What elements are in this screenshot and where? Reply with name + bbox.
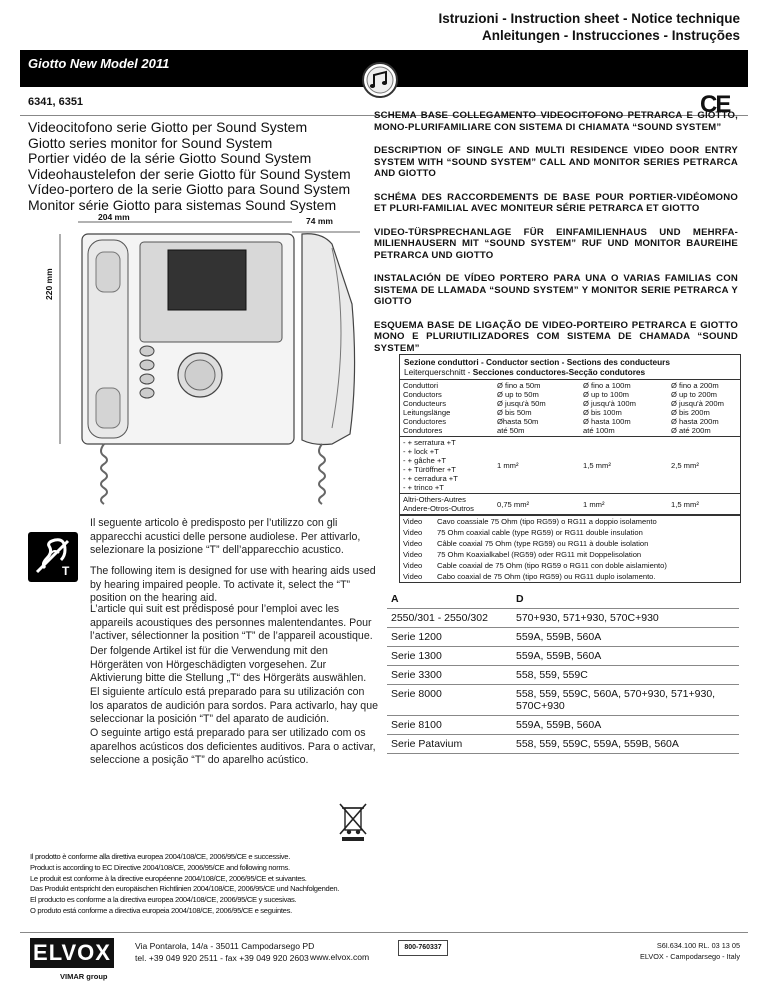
table-header-row — [387, 590, 739, 609]
height-dimension: 220 mm — [44, 268, 54, 300]
doc-type-header — [380, 10, 740, 44]
units-cell: 559A, 559B, 560A — [512, 628, 739, 647]
address-line: Via Pontarola, 14/a - 35011 Campodarsego PD — [135, 941, 315, 951]
c3: Ø fino a 200m — [671, 381, 719, 390]
c2: Ø fino a 100m — [583, 381, 631, 390]
c1: Ø up to 50m — [497, 390, 539, 399]
table-row — [387, 609, 739, 628]
video-line: Cable coaxial de 75 Ohm (tipo RG59 o RG11 con doble aislamiento) — [437, 561, 667, 570]
length-50-cell — [494, 380, 580, 437]
lock-200-cell: 2,5 mm² — [671, 460, 699, 470]
video-label: Video — [403, 572, 423, 581]
others-50-cell: 0,75 mm² — [497, 499, 530, 509]
c3: Ø até 200m — [671, 426, 711, 435]
conductor-table — [399, 354, 741, 583]
doc-type-line1: Istruzioni - Instruction sheet - Notice technique — [438, 11, 740, 26]
title-en: Giotto series monitor for Sound System — [28, 134, 273, 151]
phone-line: tel. +39 049 920 2511 - fax +39 049 920 2603 — [135, 953, 309, 963]
c1: até 50m — [497, 426, 525, 435]
company-address — [135, 940, 314, 964]
table-row — [387, 735, 739, 754]
video-label: Video — [403, 561, 423, 570]
conductor-subtitle-b: Secciones conductores-Secção condutores — [472, 367, 646, 377]
length-200-cell — [668, 380, 740, 437]
series-cell: Serie 3300 — [387, 666, 512, 685]
r2: - + trinco +T — [403, 483, 444, 492]
c0: Condutores — [403, 426, 443, 435]
units-cell: 559A, 559B, 560A — [512, 647, 739, 666]
heading-es: INSTALACIÓN DE VÍDEO PORTERO PARA UNA O VARIAS FAMILIAS CON SISTEMA DE LLAMADA “SOUND SYSTEM” Y MONITOR SERIE PETRARCA Y GIOTTO — [374, 273, 738, 307]
c3: Ø bis 200m — [671, 408, 710, 417]
t-letter: T — [62, 564, 70, 578]
col-header-a: A — [387, 590, 512, 609]
table-row — [387, 628, 739, 647]
conformity-line: El producto es conforme a la directiva europea 2004/108/CE, 2006/95/CE y sucesivas. — [30, 895, 297, 905]
c2: Ø bis 100m — [583, 408, 622, 417]
lock-label-cell — [400, 437, 494, 494]
hearing-text-es: El siguiente artículo está preparado para su utilización con los aparatos de audición para sordos. Para activarlo, hay que seleccionar la posición “T” del aparato de audición. — [90, 686, 378, 725]
hearing-text-it: Il seguente articolo è predisposto per l’utilizzo con gli apparecchi acustici delle persone audiolese. Per attivarlo, selezionare la posizione “T” dell’apparecchio acustico. — [90, 517, 361, 556]
conductor-row-others — [400, 494, 740, 515]
company-name: ELVOX - Campodarsego - Italy — [639, 952, 740, 961]
conductor-grid — [400, 380, 740, 515]
conductor-subtitle-a: Leiterquerschnitt - — [404, 367, 473, 377]
lock-100-cell: 1,5 mm² — [583, 460, 611, 470]
table-row — [387, 716, 739, 735]
units-cell: 558, 559, 559C, 560A, 570+930, 571+930, 570C+930 — [512, 685, 739, 716]
installation-headings — [374, 110, 738, 354]
units-cell: 558, 559, 559C — [512, 666, 739, 685]
product-titles — [28, 120, 351, 213]
c2: Ø jusqu'à 100m — [583, 399, 636, 408]
document-reference — [560, 940, 740, 962]
r2: - + serratura +T — [403, 438, 456, 447]
video-line: Câble coaxial 75 Ohm (type RG59) ou RG11 à double isolation — [437, 539, 649, 548]
hearing-text-pt: O seguinte artigo está preparado para ser utilizado com os aparelhos acústicos dos deficientes auditivos. Para o activar, seleccione a posição “T” do aparelho acústico. — [90, 727, 376, 766]
r2: - + Türöffner +T — [403, 465, 456, 474]
footer-divider — [20, 932, 748, 933]
series-cell: 2550/301 - 2550/302 — [387, 609, 512, 628]
conformity-line: Il prodotto è conforme alla direttiva europea 2004/108/CE, 2006/95/CE e successive. — [30, 852, 291, 861]
video-row — [400, 571, 740, 582]
monitor-drawing — [40, 218, 370, 518]
c0: Conductores — [403, 417, 447, 426]
depth-dimension: 74 mm — [306, 216, 333, 226]
ce-mark: CE — [700, 91, 730, 118]
conformity-line: Das Produkt entspricht den europäischen Richtlinien 2004/108/CE, 2006/95/CE und Nachfolgenden. — [30, 884, 340, 894]
freephone-badge: 800-760337 — [398, 940, 448, 956]
conformity-line: Le produit est conforme à la directive européenne 2004/108/CE, 2006/95/CE et suivantes. — [30, 873, 307, 883]
conductor-row-length — [400, 380, 740, 437]
video-label: Video — [403, 517, 423, 526]
table-row — [387, 647, 739, 666]
heading-it: SCHEMA BASE COLLEGAMENTO VIDEOCITOFONO PETRARCA E GIOTTO, MONO-PLURIFAMILIARE CON SISTEMA DI CHIAMATA “SOUND SYSTEM” — [374, 110, 738, 133]
c3: Ø up to 200m — [671, 390, 718, 399]
c1: Øhasta 50m — [497, 417, 539, 426]
video-row — [400, 538, 740, 549]
heading-pt: ESQUEMA BASE DE LIGAÇÃO DE VIDEO-PORTEIRO PETRARCA E GIOTTO MONO E PLURIUTILIZADORES COM SISTEMA DE CHAMADA “SOUND SYSTEM” — [374, 319, 738, 354]
product-name: Giotto New Model 2011 — [28, 56, 170, 71]
c1: Ø fino a 50m — [497, 381, 541, 390]
title-it: Videocitofono serie Giotto per Sound System — [28, 119, 308, 135]
lock-50-cell: 1 mm² — [497, 460, 519, 470]
c0: Conductors — [403, 390, 442, 399]
hearing-aid-icon — [28, 532, 78, 582]
conformity-statements — [30, 852, 450, 917]
video-row — [400, 527, 740, 538]
video-cable-grid — [400, 515, 740, 582]
series-cell: Serie 1200 — [387, 628, 512, 647]
video-line: 75 Ohm coaxial cable (type RG59) or RG11 double insulation — [437, 528, 643, 537]
c1: Ø bis 50m — [497, 408, 532, 417]
title-es: Vídeo-portero de la serie Giotto para Sound System — [28, 181, 351, 197]
c2: Ø up to 100m — [583, 390, 630, 399]
units-cell: 559A, 559B, 560A — [512, 716, 739, 735]
heading-fr: SCHÉMA DES RACCORDEMENTS DE BASE POUR PORTIER-VIDÉOMONO ET PLURI-FAMILIAL AVEC MONITEUR SÉRIE PETRARCA ET GIOTTO — [374, 191, 738, 214]
others-200-cell: 1,5 mm² — [671, 499, 699, 509]
units-cell: 558, 559, 559C, 559A, 559B, 560A — [512, 735, 739, 754]
others-label-cell — [400, 494, 494, 515]
others-100-cell: 1 mm² — [583, 499, 605, 509]
video-line: Cavo coassiale 75 Ohm (tipo RG59) o RG11 a doppio isolamento — [437, 517, 657, 526]
c1: Ø jusqu'à 50m — [497, 399, 546, 408]
conductor-row-lock — [400, 437, 740, 494]
elvox-logo: ELVOX — [30, 938, 114, 968]
video-row — [400, 516, 740, 528]
conformity-line: O produto está conforme a directiva europeia 2004/108/CE, 2006/95/CE e seguintes. — [30, 905, 292, 915]
r3: Andere-Otros-Outros — [403, 504, 474, 513]
video-row — [400, 549, 740, 560]
units-cell: 570+930, 571+930, 570C+930 — [512, 609, 739, 628]
r2: - + lock +T — [403, 447, 439, 456]
music-note-icon — [360, 60, 400, 100]
c2: Ø hasta 100m — [583, 417, 631, 426]
c3: Ø hasta 200m — [671, 417, 719, 426]
conductor-title: Sezione conduttori - Conductor section - Sections des conducteurs — [404, 357, 670, 367]
product-codes: 6341, 6351 — [28, 96, 84, 108]
c0: Leitungslänge — [403, 408, 451, 417]
conformity-line: Product is according to EC Directive 2004/108/CE, 2006/95/CE and following norms. — [30, 862, 290, 872]
title-de: Videohaustelefon der serie Giotto für Sound System — [28, 165, 351, 182]
table-row — [387, 685, 739, 716]
r2: - + gâche +T — [403, 456, 447, 465]
video-line: 75 Ohm Koaxialkabel (RG59) oder RG11 mit Doppelisolation — [437, 550, 642, 559]
c0: Conducteurs — [403, 399, 447, 408]
series-cell: Serie 8100 — [387, 716, 512, 735]
hearing-text-de: Der folgende Artikel ist für die Verwendung mit den Hörgeräten von Hörgeschädigten vorgesehen. Zur Aktivierung bitte die Stellung „T“ des Hörgeräts auswählen. — [90, 645, 367, 684]
width-dimension: 204 mm — [98, 212, 130, 222]
c2: até 100m — [583, 426, 615, 435]
video-label: Video — [403, 550, 423, 559]
heading-de: VIDEO-TÜRSPRECHANLAGE FÜR EINFAMILIENHAUS UND MEHRFA-MILIENHAUSERN MIT “SOUND SYSTEM” RUF UND MONITOR BAUREIHE PETRARCA UND GIOTTO — [374, 226, 738, 261]
vimar-group-logo: VIMAR group — [60, 972, 108, 981]
conductor-subtitle — [400, 367, 740, 380]
c3: Ø jusqu'à 200m — [671, 399, 724, 408]
title-fr: Portier vidéo de la série Giotto Sound System — [28, 150, 312, 166]
compatibility-table — [387, 590, 739, 754]
doc-code: S6I.634.100 RL. 03 13 05 — [656, 941, 740, 950]
weee-bin-icon — [336, 800, 370, 842]
series-cell: Serie 1300 — [387, 647, 512, 666]
length-100-cell — [580, 380, 668, 437]
video-row — [400, 560, 740, 571]
series-cell: Serie 8000 — [387, 685, 512, 716]
col-header-d: D — [512, 590, 739, 609]
r2: - + cerradura +T — [403, 474, 458, 483]
c0: Conduttori — [403, 381, 439, 390]
series-cell: Serie Patavium — [387, 735, 512, 754]
video-label: Video — [403, 528, 423, 537]
hearing-text-fr: L’article qui suit est prédisposé pour l’emploi avec les appareils acoustiques des personnes malentendantes. Pour l’activer, sélectionner la position “T” de l’appareil acoustique. — [90, 603, 373, 642]
heading-en: DESCRIPTION OF SINGLE AND MULTI RESIDENCE VIDEO DOOR ENTRY SYSTEM WITH “SOUND SYSTEM” CALL AND MONITOR SERIES PETRARCA AND GIOTTO — [374, 145, 738, 179]
table-row — [387, 666, 739, 685]
video-label: Video — [403, 539, 423, 548]
conductor-header-cell — [400, 380, 494, 437]
doc-type-line2: Anleitungen - Instrucciones - Instruções — [481, 28, 740, 43]
r3: Altri-Others-Autres — [403, 495, 466, 504]
hearing-text-en: The following item is designed for use with hearing aids used by hearing impaired people. To activate it, select the “T” position on the hearing aid. — [90, 565, 376, 604]
website-link[interactable]: www.elvox.com — [310, 952, 370, 962]
video-line: Cabo coaxial de 75 Ohm (tipo RG59) ou RG11 duplo isolamento. — [437, 572, 656, 581]
title-pt: Monitor série Giotto para sistemas Sound System — [28, 196, 337, 213]
